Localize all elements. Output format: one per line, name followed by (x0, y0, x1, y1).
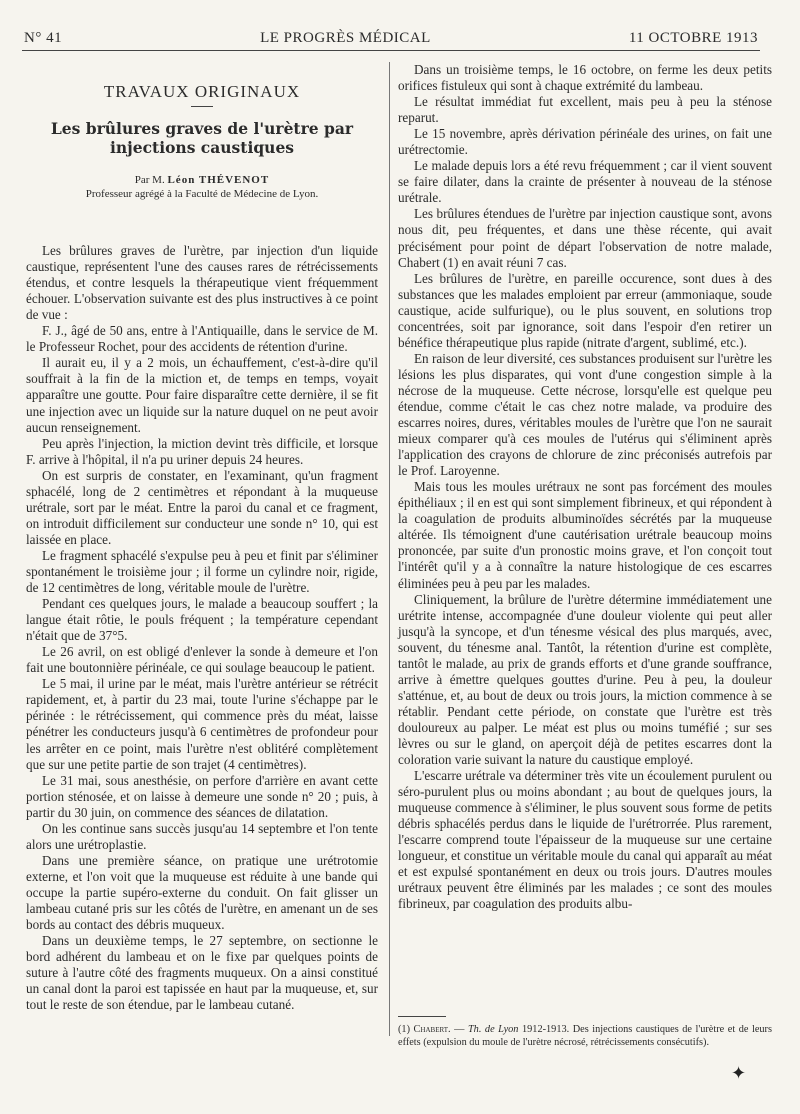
paragraph: Peu après l'injection, la miction devint très difficile, et lorsque F. arrive à l'hôpital, il n'a pu uriner depuis 24 heures. (26, 435, 378, 467)
footnote-text: 1912-1913. Des injections caustiques de l'urètre et de leurs effets (expulsion du moule de l'urètre nécrosé, rétrécissements consécutifs). (398, 1024, 772, 1048)
paragraph: Dans un troisième temps, le 16 octobre, on ferme les deux petits orifices fistuleux qui sont à chaque extrémité du lambeau. (398, 62, 772, 94)
author-name: Léon THÉVENOT (167, 174, 270, 187)
paragraph: Dans un deuxième temps, le 27 septembre, on sectionne le bord adhérent du lambeau et on le fixe par quelques points de suture à l'autre côté des fragments muqueux. On a ainsi constitué un canal dont la paroi est tapissée en haut par la muqueuse, et, sur tout le reste de son étendue, par le lambeau cutané. (26, 933, 378, 1013)
column-separator (389, 62, 390, 1036)
section-heading: TRAVAUX ORIGINAUX (103, 82, 301, 101)
paragraph: Les brûlures graves de l'urètre, par injection d'un liquide caustique, représentent l'une des causes rares de rétrécissements étendus, et contre lesquels la thérapeutique vient fréquemment échouer. L'observation suivante est des plus instructives à ce point de vue : (26, 243, 378, 323)
right-column (398, 62, 772, 912)
section-dash (191, 106, 213, 107)
paragraph: Mais tous les moules urétraux ne sont pas forcément des moules épithéliaux ; il en est qui sont simplement fibrineux, et qui répondent à la coagulation de produits albuminoïdes sécrétés par la muqueuse altérée. Ils témoignent d'une cautérisation urétrale beaucoup moins prononcée, par suite d'un pronostic moins grave, et l'on conçoit tout l'intérêt qu'il y a à connaître la nature histologique de ces escarres éliminées peu à peu par les malades. (398, 479, 772, 591)
paragraph: L'escarre urétrale va déterminer très vite un écoulement purulent ou séro-purulent plus ou moins abondant ; au bout de quelques jours, la muqueuse commence à s'éliminer, le plus souvent sous forme de petits débris sphacélés perdus dans le liquide de l'urétrorrée. Plus rarement, l'escarre comprend toute l'épaisseur de la muqueuse sur une certaine longueur, et constitue un véritable moule du canal qui apparaît au méat et est expulsé spontanément en deux ou trois jours. D'autres moules urétraux peuvent être éliminés par les malades ; ce sont des moules fibrineux, par coagulation des produits albu- (398, 768, 772, 912)
issue-number: N° 41 (24, 30, 63, 46)
paragraph: Le résultat immédiat fut excellent, mais peu à peu la sténose reparut. (398, 94, 772, 126)
paragraph: Il aurait eu, il y a 2 mois, un échauffement, c'est-à-dire qu'il souffrait à la fin de la miction et, de temps en temps, voyait apparaître une goutte. Pour faire disparaître cette dernière, il se fit une injection avec un liquide sur la nature duquel on ne peut avoir aucun renseignement. (26, 355, 378, 435)
paragraph: En raison de leur diversité, ces substances produisent sur l'urètre les lésions les plus disparates, qui vont d'une congestion simple à la nécrose de la muqueuse. Cette nécrose, lorsqu'elle est quelque peu étendue, comme c'était le cas chez notre malade, va produire des escarres noires, dures, véritables moules de l'urètre que l'on ne saurait mieux comparer qu'à ces moules de l'utérus qui s'éliminent après l'application des crayons de chlorure de zinc préconisés autrefois par le Prof. Laroyenne. (398, 350, 772, 479)
author-affiliation: Professeur agrégé à la Faculté de Médecine de Lyon. (85, 188, 319, 201)
fleuron-ornament-icon: ✦ (731, 1063, 747, 1084)
left-body (26, 243, 378, 1013)
paragraph: On est surpris de constater, en l'examinant, qu'un fragment sphacélé, long de 2 centimètres et répondant à la muqueuse urétrale, sort par le méat. Entre la paroi du canal et ce fragment, on introduit difficilement sur conducteur une sonde n° 10, qui est laissée en place. (26, 467, 378, 547)
footnote-source: Th. de Lyon (467, 1024, 519, 1035)
paragraph: On les continue sans succès jusqu'au 14 septembre et l'on tente alors une urétroplastie. (26, 820, 378, 852)
paragraph: Cliniquement, la brûlure de l'urètre détermine immédiatement une urétrite intense, accompagnée d'une douleur violente qui peut aller jusqu'à la syncope, et d'un ténesme vésical des plus marqués, avec, souvent, du ténesme anal. Tantôt, la rétention d'urine est complète, tantôt le malade, au prix de grands efforts et d'une grande souffrance, arrive à émettre quelques gouttes d'urine. Peu à peu, la douleur s'atténue, et, au bout de deux ou trois jours, la miction commence à se rétablir. Pendant cette période, on constate que l'urètre est très douloureux au palper. Le méat est plus ou moins tuméfié ; sur ses lèvres ou sur le gland, on aperçoit déjà de petites escarres dont la coloration varie suivant la nature du caustique employé. (398, 591, 772, 768)
footnote-author: Chabert. (413, 1024, 451, 1035)
byline (26, 173, 378, 187)
footnote-marker: (1) (398, 1024, 411, 1035)
paragraph: F. J., âgé de 50 ans, entre à l'Antiquaille, dans le service de M. le Professeur Rochet, pour des accidents de rétention d'urine. (26, 323, 378, 355)
article-title: Les brûlures graves de l'urètre par injections caustiques (50, 119, 354, 158)
issue-date: 11 OCTOBRE 1913 (628, 30, 758, 46)
paragraph: Le malade depuis lors a été revu fréquemment ; car il vient souvent se faire dilater, dans la crainte de présenter à nouveau de la sténose urétrale. (398, 158, 772, 206)
paragraph: Le 26 avril, on est obligé d'enlever la sonde à demeure et l'on fait une boutonnière périnéale, ce qui soulage beaucoup le patient. (26, 644, 378, 676)
left-column (26, 62, 378, 1013)
header-rule (22, 50, 760, 51)
paragraph: Les brûlures étendues de l'urètre par injection caustique sont, avons nous dit, peu fréquentes, et dans une thèse récente, qui avait précisément pour point de départ l'observation de notre malade, Chabert (1) en avait réuni 7 cas. (398, 206, 772, 270)
byline-prefix: Par M. (134, 174, 165, 187)
running-header (24, 30, 758, 47)
paragraph: Dans une première séance, on pratique une urétrotomie externe, et l'on voit que la muqueuse est réduite à une bande qui occupe la partie supéro-externe du conduit. On fait glisser un lambeau cutané pris sur les côtés de l'urètre, en amenant un de ses bords au contact des débris muqueux. (26, 852, 378, 933)
footnote-rule (398, 1016, 446, 1017)
paragraph: Le 5 mai, il urine par le méat, mais l'urètre antérieur se rétrécit rapidement, et, à partir du 23 mai, toute l'urine s'échappe par le périnée : le rétrécissement, qui commence près du méat, laisse pénétrer les conducteurs jusqu'à 6 centimètres de profondeur pour les arrêter en ce point, mais l'urètre n'est oblitéré complètement que sur une petite partie de son trajet (4 centimètres). (26, 676, 378, 772)
paragraph: Le fragment sphacélé s'expulse peu à peu et finit par s'éliminer spontanément le troisième jour ; il forme un cylindre noir, rigide, de 12 centimètres de long, véritable moule de l'urètre. (26, 547, 378, 596)
journal-name: LE PROGRÈS MÉDICAL (260, 30, 431, 46)
paragraph: Pendant ces quelques jours, le malade a beaucoup souffert ; la langue était rôtie, le pouls fréquent ; la température cependant n'était que de 37°5. (26, 596, 378, 644)
footnote: (1) Chabert. — Th. de Lyon 1912-1913. Des injections caustiques de l'urètre et de leurs effets (expulsion du moule de l'urètre nécrosé, rétrécissements consécutifs). (398, 1024, 772, 1048)
paragraph: Le 31 mai, sous anesthésie, on perfore d'arrière en avant cette portion sténosée, et on laisse à demeure une sonde n° 20 ; puis, à partir du 30 juin, on commence des séances de dilatation. (26, 772, 378, 820)
paragraph: Le 15 novembre, après dérivation périnéale des urines, on fait une urétrectomie. (398, 126, 772, 158)
paragraph: Les brûlures de l'urètre, en pareille occurence, sont dues à des substances que les malades emploient par erreur (ammoniaque, soude caustique, acide sulfurique), ou le plus souvent, en solutions trop concentrées, soit par ignorance, soit dans l'espoir d'en retirer un bénéfice thérapeutique plus rapide (nitrate d'argent, sublimé, etc.). (398, 270, 772, 350)
